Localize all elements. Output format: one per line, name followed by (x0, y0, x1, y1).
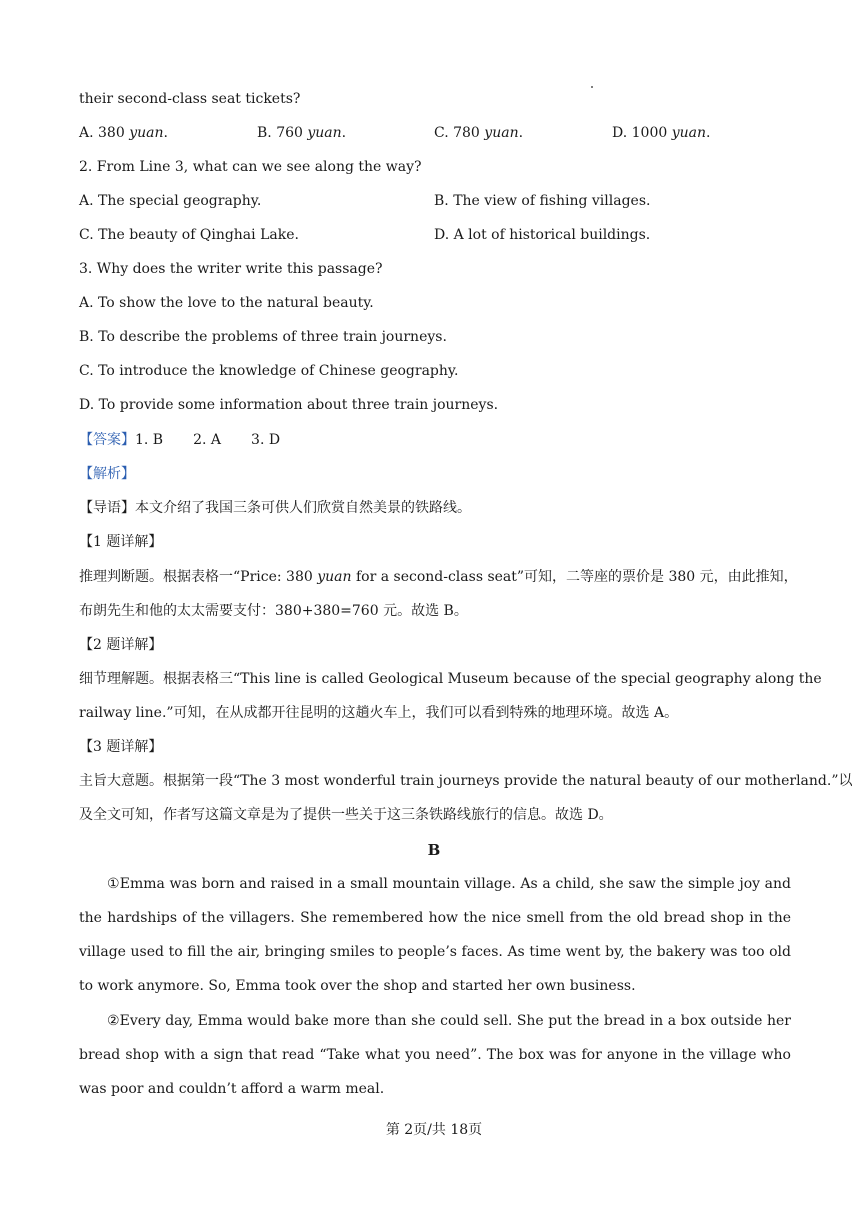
passage-paragraph-1: ①Emma was born and raised in a small mountain village. As a child, she saw the simple joy and the hardships of the villagers. She remembered how the nice smell from the old bread shop in the village used to fill the air, bringing smiles to people’s faces. As time went by, the bakery was too old to work anymore. So, Emma took over the shop and started her own business. (79, 876, 791, 994)
answer-item: 3. D (251, 432, 281, 448)
q3-option-c: C. To introduce the knowledge of Chinese geography. (79, 363, 459, 379)
q2-option-d: D. A lot of historical buildings. (434, 227, 651, 243)
detail-1-line-2: 布朗先生和他的太太需要支付：380+380=760 元。故选 B。 (79, 603, 468, 619)
page-footer: 第 2页/共 18页 (385, 1122, 483, 1138)
stray-dot (591, 86, 593, 88)
answer-item: 1. B (135, 432, 164, 448)
answer-line (79, 430, 280, 450)
detail-3-line-1: 主旨大意题。根据第一段“The 3 most wonderful train journeys provide the natural beauty of our motherland.”以 (79, 773, 853, 789)
q1-option-a: A. 380 yuan. (79, 125, 168, 141)
q1-option-c: C. 780 yuan. (434, 125, 524, 141)
q3-stem: 3. Why does the writer write this passage? (79, 261, 383, 277)
q3-option-d: D. To provide some information about three train journeys. (79, 397, 499, 413)
analysis-label: 【解析】 (79, 466, 135, 482)
q1-option-d: D. 1000 yuan. (612, 125, 711, 141)
section-heading: B (427, 841, 441, 859)
passage-paragraph-2: ②Every day, Emma would bake more than she could sell. She put the bread in a box outside her bread shop with a sign that read “Take what you need”. The box was for anyone in the village who was poor and couldn’t afford a warm meal. (79, 1013, 791, 1097)
q2-option-b: B. The view of fishing villages. (434, 193, 651, 209)
detail-2-line-1: 细节理解题。根据表格三“This line is called Geological Museum because of the special geography along the (79, 671, 822, 687)
guide-text: 【导语】本文介绍了我国三条可供人们欣赏自然美景的铁路线。 (79, 500, 471, 516)
detail-2-line-2: railway line.”可知，在从成都开往昆明的这趟火车上，我们可以看到特殊的地理环境。故选 A。 (79, 705, 679, 721)
q3-option-b: B. To describe the problems of three train journeys. (79, 329, 447, 345)
detail-3-title: 【3 题详解】 (79, 739, 163, 755)
q1-option-b: B. 760 yuan. (257, 125, 347, 141)
answer-label: 【答案】 (79, 432, 135, 448)
q2-option-c: C. The beauty of Qinghai Lake. (79, 227, 299, 243)
detail-2-title: 【2 题详解】 (79, 637, 163, 653)
detail-1-title: 【1 题详解】 (79, 534, 163, 550)
detail-1-line-1: 推理判断题。根据表格一“Price: 380 yuan for a second-class seat”可知，二等座的票价是 380 元，由此推知， (79, 569, 798, 585)
q2-stem: 2. From Line 3, what can we see along the way? (79, 159, 422, 175)
q1-stem-tail: their second-class seat tickets? (79, 91, 301, 107)
q2-option-a: A. The special geography. (79, 193, 262, 209)
detail-3-line-2: 及全文可知，作者写这篇文章是为了提供一些关于这三条铁路线旅行的信息。故选 D。 (79, 807, 613, 823)
answer-item: 2. A (193, 432, 222, 448)
q3-option-a: A. To show the love to the natural beauty. (79, 295, 374, 311)
